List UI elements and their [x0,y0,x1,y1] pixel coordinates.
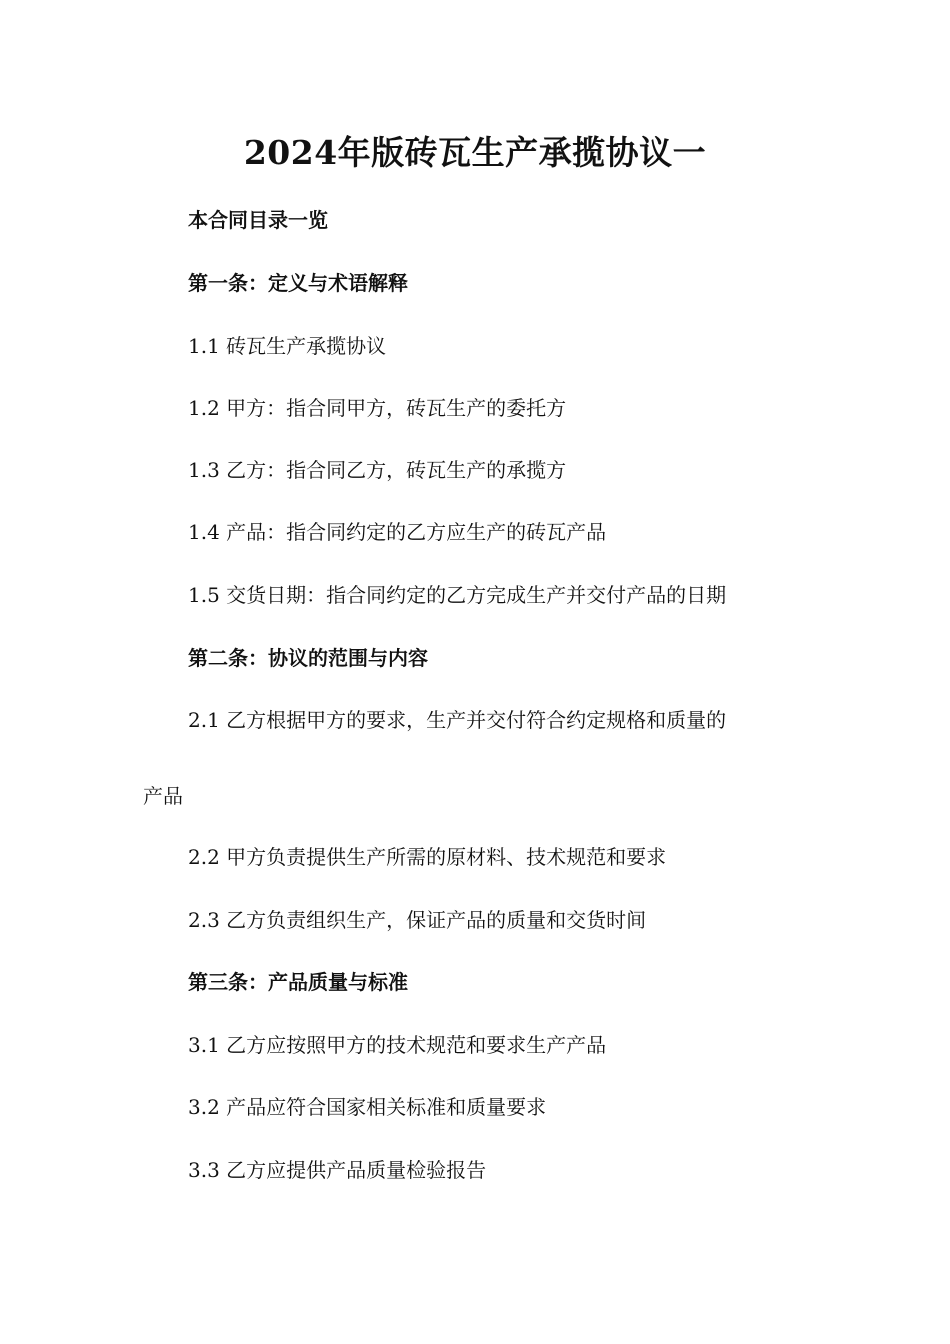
clause-text: 3.1 乙方应按照甲方的技术规范和要求生产产品 [188,1033,607,1057]
clause-text-continuation: 产品 [143,784,183,808]
section-heading: 第一条：定义与术语解释 [188,271,408,295]
clause-text: 1.3 乙方：指合同乙方，砖瓦生产的承揽方 [188,458,567,482]
clause-text: 1.4 产品：指合同约定的乙方应生产的砖瓦产品 [188,520,607,544]
clause-text: 2.2 甲方负责提供生产所需的原材料、技术规范和要求 [188,845,667,869]
clause-text: 3.2 产品应符合国家相关标准和质量要求 [188,1095,547,1119]
document-title: 2024年版砖瓦生产承揽协议一 [243,133,707,172]
section-heading: 第二条：协议的范围与内容 [188,646,428,670]
section-heading: 第三条：产品质量与标准 [188,970,408,994]
clause-text: 3.3 乙方应提供产品质量检验报告 [188,1158,487,1182]
clause-text: 1.2 甲方：指合同甲方，砖瓦生产的委托方 [188,396,567,420]
toc-heading: 本合同目录一览 [188,208,328,232]
clause-text: 1.5 交货日期：指合同约定的乙方完成生产并交付产品的日期 [188,583,727,607]
clause-text: 1.1 砖瓦生产承揽协议 [188,334,387,358]
clause-text: 2.1 乙方根据甲方的要求，生产并交付符合约定规格和质量的 [188,708,727,732]
clause-text: 2.3 乙方负责组织生产，保证产品的质量和交货时间 [188,908,647,932]
